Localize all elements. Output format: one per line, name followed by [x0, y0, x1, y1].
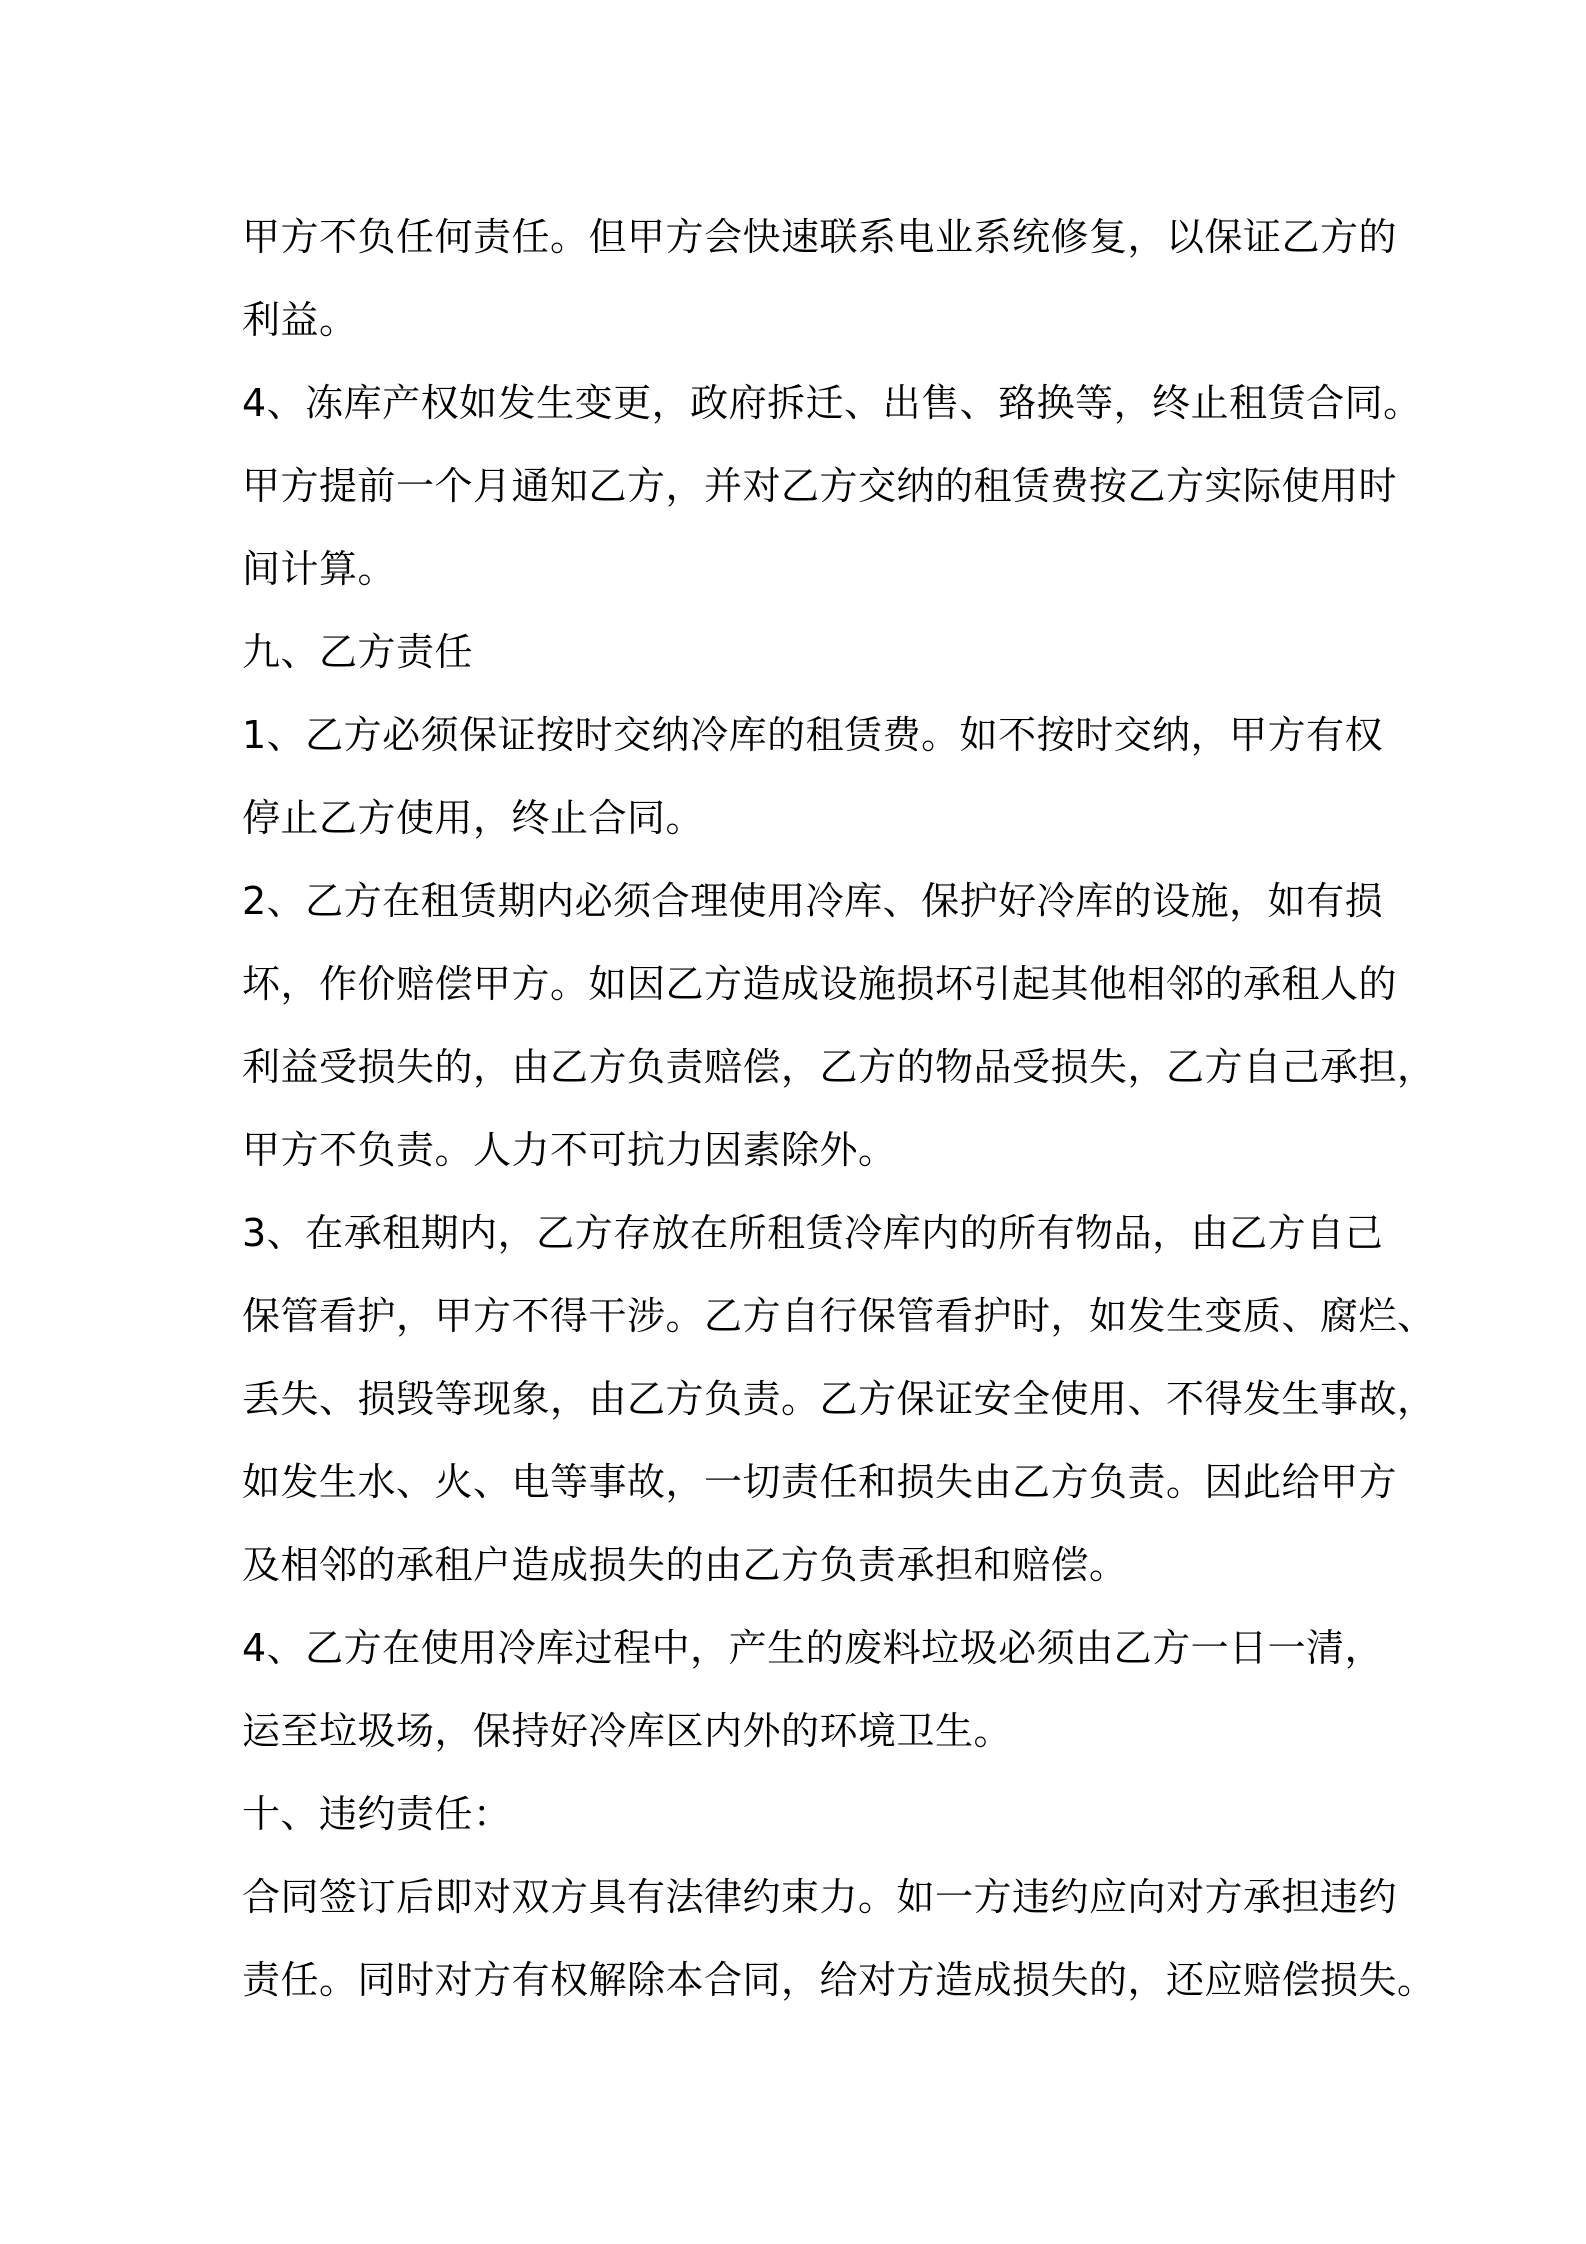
text-line: 丢失、损毁等现象，由乙方负责。乙方保证安全使用、不得发生事故，	[242, 1377, 1436, 1421]
text-line: 合同签订后即对双方具有法律约束力。如一方违约应向对方承担违约	[242, 1875, 1398, 1919]
text-line: 如发生水、火、电等事故，一切责任和损失由乙方负责。因此给甲方	[242, 1460, 1398, 1504]
text-line: 甲方提前一个月通知乙方，并对乙方交纳的租赁费按乙方实际使用时	[242, 464, 1398, 508]
text-line: 4、冻库产权如发生变更，政府拆迁、出售、臵换等，终止租赁合同。	[242, 381, 1422, 425]
document-body	[242, 196, 1436, 2022]
text-line: 4、乙方在使用冷库过程中，产生的废料垃圾必须由乙方一日一清，	[242, 1626, 1384, 1670]
text-line: 保管看护，甲方不得干涉。乙方自行保管看护时，如发生变质、腐烂、	[242, 1294, 1436, 1338]
text-line: 3、在承租期内，乙方存放在所租赁冷库内的所有物品，由乙方自己	[242, 1211, 1384, 1255]
text-line: 责任。同时对方有权解除本合同，给对方造成损失的，还应赔偿损失。	[242, 1958, 1436, 2002]
section-heading: 九、乙方责任	[242, 630, 474, 674]
text-line: 甲方不负任何责任。但甲方会快速联系电业系统修复，以保证乙方的	[242, 215, 1398, 259]
text-line: 及相邻的承租户造成损失的由乙方负责承担和赔偿。	[242, 1543, 1128, 1587]
text-line: 运至垃圾场，保持好冷库区内外的环境卫生。	[242, 1709, 1013, 1753]
text-line: 利益受损失的，由乙方负责赔偿，乙方的物品受损失，乙方自己承担，	[242, 1045, 1436, 1089]
text-line: 间计算。	[242, 547, 397, 591]
text-line: 2、乙方在租赁期内必须合理使用冷库、保护好冷库的设施，如有损	[242, 879, 1384, 923]
text-line: 利益。	[242, 298, 358, 342]
text-line: 停止乙方使用，终止合同。	[242, 796, 705, 840]
text-line: 坏，作价赔偿甲方。如因乙方造成设施损坏引起其他相邻的承租人的	[242, 962, 1398, 1006]
text-line: 甲方不负责。人力不可抗力因素除外。	[242, 1128, 897, 1172]
section-heading: 十、违约责任：	[242, 1792, 512, 1836]
text-line: 1、乙方必须保证按时交纳冷库的租赁费。如不按时交纳，甲方有权	[242, 713, 1384, 757]
